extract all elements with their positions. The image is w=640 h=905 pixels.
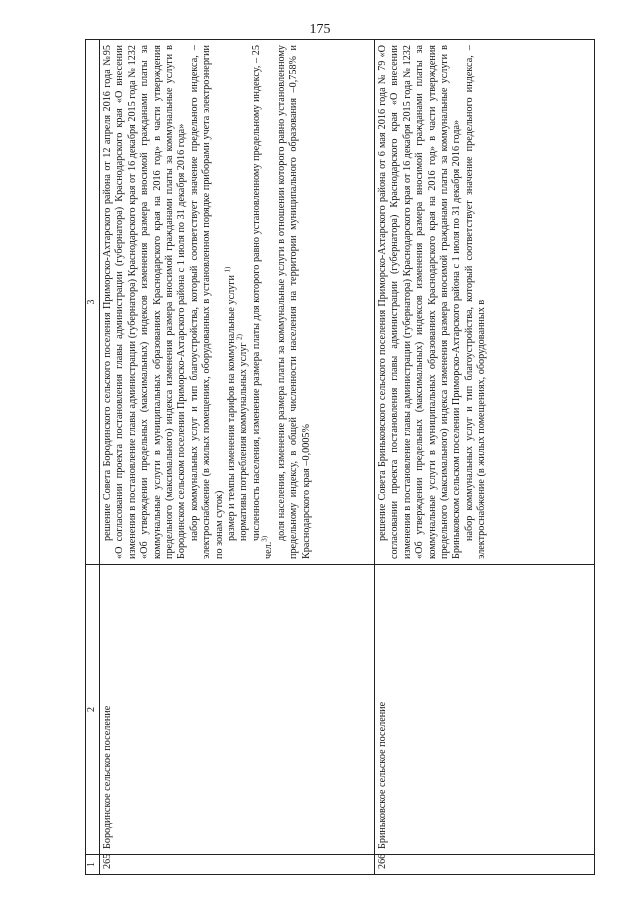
- population-label: численность населения, изменение размера платы для которого равно установленному предельному индексу, – 25 чел.: [250, 45, 275, 559]
- document-table: [85, 39, 595, 875]
- tariffs-text: [223, 45, 238, 559]
- footnote-marker: 1): [223, 266, 232, 273]
- footnote-marker: 2): [236, 334, 245, 340]
- decision-cell: [100, 40, 375, 565]
- header-row: [86, 40, 100, 875]
- decision-text: решение Совета Бородинского сельского поселения Приморско-Ахтарского района от 12 апреля 2016 года №95 «О согласовании проекта постановления главы администрации (губернатора) Краснодарского края «О внесении изменения в постановление главы администрации (губернатора) Краснодарского края от 16 декабря 2015 года № 1232 «Об утверждении предельных (максимальных) индексов изменения размера вносимой гражданами платы за коммунальные услуги в муниципальных образованиях Краснодарского края на 2016 год» в части утверждения предельного (максимального) индекса изменения размера вносимой гражданами платы за коммунальные услуги в Бородинском сельском поселении Приморско-Ахтарского района с 1 июля по 31 декабря 2016 года»: [102, 45, 188, 559]
- header-col-1: 1: [86, 855, 100, 875]
- settlement-name: Бородинское сельское поселение: [100, 565, 375, 855]
- share-text: доля населения, изменение размера платы за коммунальные услуги в отношении которого равно установленному предельному индексу, в общей численности населения на территории муниципального образования –0,758% и Краснодарского края –0,0005%: [275, 45, 312, 559]
- header-col-2: 2: [86, 565, 100, 855]
- services-text: набор коммунальных услуг и тип благоустройства, который соответствует значение предельного индекса, – электроснабжение (в жилых помещениях, оборудованных в установленном порядке приборами учета электроэнергии по зонам суток): [188, 45, 225, 559]
- decision-cell: [375, 40, 595, 565]
- norms-label: нормативы потребления коммунальных услуг: [238, 342, 250, 541]
- header-col-3: 3: [86, 40, 100, 565]
- row-number: 266: [375, 855, 595, 875]
- table-row: [375, 40, 595, 875]
- table-row: [100, 40, 375, 875]
- settlement-name: Бриньковское сельское поселение: [375, 565, 595, 855]
- decision-text: решение Совета Бриньковского сельского поселения Приморско-Ахтарского района от 6 мая 2016 года № 79 «О согласовании проекта постановления главы администрации (губернатора) Краснодарского края «О внесении изменения в постановление главы администрации (губернатора) Краснодарского края от 16 декабря 2015 года № 1232 «Об утверждении предельных (максимальных) индексов изменения размера вносимой гражданами платы за коммунальные услуги в муниципальных образованиях Краснодарского края на 2016 год» в части утверждения предельного (максимального) индекса изменения размера вносимой гражданами платы за коммунальные услуги в Бриньковском сельском поселении Приморско-Ахтарского района с 1 июля по 31 декабря 2016 года»: [377, 45, 463, 559]
- population-text: [251, 45, 276, 559]
- norms-text: [238, 45, 250, 559]
- rotated-table-stage: [85, 40, 595, 875]
- services-text: набор коммунальных услуг и тип благоустройства, который соответствует значение предельного индекса, – электроснабжение (в жилых помещениях, оборудованных в: [463, 45, 488, 559]
- row-number: 265: [100, 855, 375, 875]
- page-number: 175: [309, 22, 331, 37]
- footnote-marker: 3): [260, 535, 269, 542]
- tariffs-label: размер и темпы изменения тарифов на коммунальные услуги: [226, 275, 238, 541]
